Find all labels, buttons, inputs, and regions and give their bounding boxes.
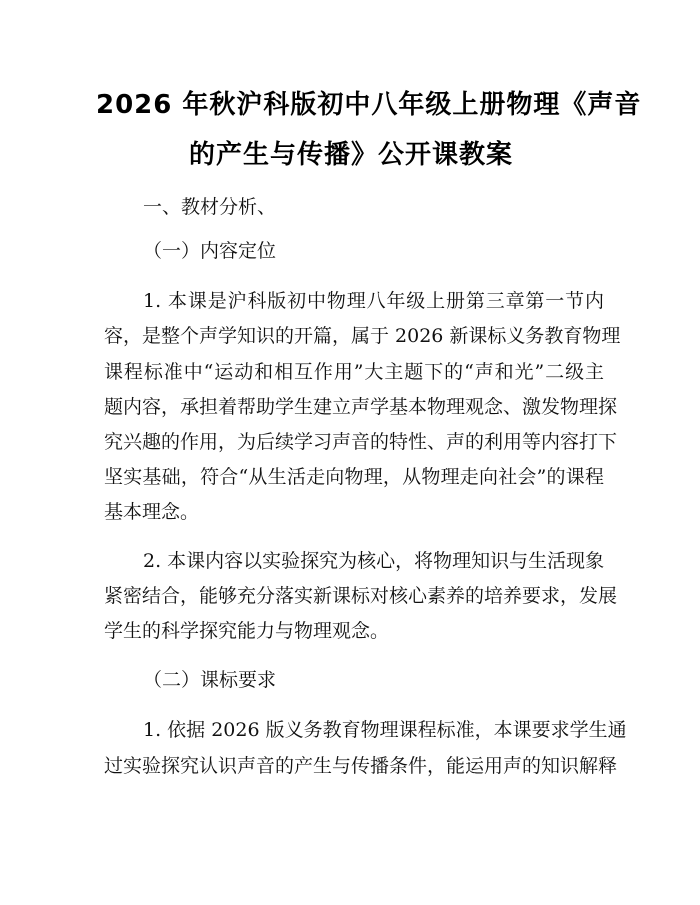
document-title-line-1: 2026 年秋沪科版初中八年级上册物理《声音 [96, 90, 642, 120]
paragraph-1-line: 容，是整个声学知识的开篇，属于 2026 新课标义务教育物理 [104, 325, 621, 347]
paragraph-3-line: 1. 依据 2026 版义务教育物理课程标准，本课要求学生通 [143, 719, 627, 741]
paragraph-1-line: 题内容，承担着帮助学生建立声学基本物理观念、激发物理探 [104, 396, 618, 418]
paragraph-1-line: 究兴趣的作用，为后续学习声音的特性、声的利用等内容打下 [104, 431, 618, 453]
paragraph-1-line: 基本理念。 [104, 501, 200, 523]
paragraph-1-line: 课程标准中“运动和相互作用”大主题下的“声和光”二级主 [104, 361, 604, 383]
subsection-heading-curriculum-requirements: （二）课标要求 [143, 669, 277, 691]
subsection-heading-content-positioning: （一）内容定位 [143, 240, 277, 262]
document-title-line-2: 的产生与传播》公开课教案 [188, 140, 513, 170]
paragraph-2-line: 学生的科学探究能力与物理观念。 [104, 620, 390, 642]
paragraph-1-line: 坚实基础，符合“从生活走向物理，从物理走向社会”的课程 [104, 466, 604, 488]
paragraph-3-line: 过实验探究认识声音的产生与传播条件，能运用声的知识解释 [104, 755, 618, 777]
section-heading-textbook-analysis: 一、教材分析、 [143, 196, 277, 218]
paragraph-2-line: 紧密结合，能够充分落实新课标对核心素养的培养要求，发展 [104, 585, 618, 607]
paragraph-2-line: 2. 本课内容以实验探究为核心，将物理知识与生活现象 [143, 550, 605, 572]
paragraph-1-line: 1. 本课是沪科版初中物理八年级上册第三章第一节内 [143, 290, 604, 312]
